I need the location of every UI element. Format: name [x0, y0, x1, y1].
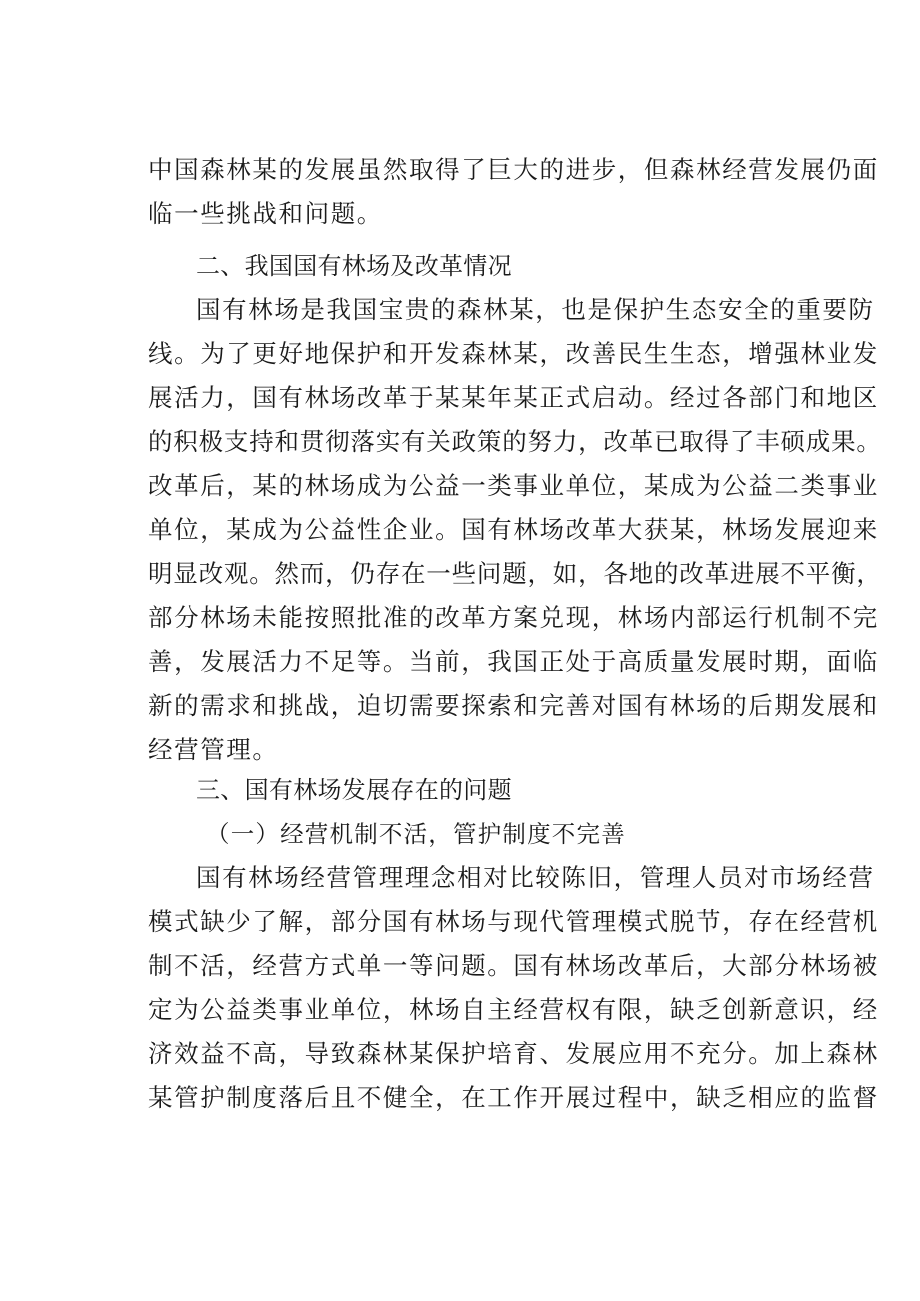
paragraph-line: 新的需求和挑战，迫切需要探索和完善对国有林场的后期发展和: [148, 691, 879, 720]
paragraph-line: 制不活，经营方式单一等问题。国有林场改革后，大部分林场被: [148, 951, 879, 980]
subsection-heading: （一）经营机制不活，管护制度不完善: [206, 820, 626, 848]
section-heading: 二、我国国有林场及改革情况: [196, 252, 512, 280]
paragraph-line: 国有林场是我国宝贵的森林某，也是保护生态安全的重要防: [196, 295, 875, 324]
paragraph-line: 改革后，某的林场成为公益一类事业单位，某成为公益二类事业: [148, 471, 879, 500]
paragraph-line: 国有林场经营管理理念相对比较陈旧，管理人员对市场经营: [196, 863, 875, 892]
paragraph-line: 线。为了更好地保护和开发森林某，改善民生生态，增强林业发: [148, 339, 879, 368]
paragraph-line: 经营管理。: [148, 735, 279, 764]
paragraph-line: 展活力，国有林场改革于某某年某正式启动。经过各部门和地区: [148, 383, 879, 412]
section-heading: 三、国有林场发展存在的问题: [196, 776, 512, 804]
paragraph-line: 模式缺少了解，部分国有林场与现代管理模式脱节，存在经营机: [148, 907, 879, 936]
paragraph-line: 中国森林某的发展虽然取得了巨大的进步，但森林经营发展仍面: [148, 155, 879, 184]
paragraph-line: 某管护制度落后且不健全，在工作开展过程中，缺乏相应的监督: [148, 1083, 879, 1112]
paragraph-line: 单位，某成为公益性企业。国有林场改革大获某，林场发展迎来: [148, 515, 879, 544]
paragraph-line: 的积极支持和贯彻落实有关政策的努力，改革已取得了丰硕成果。: [148, 427, 882, 456]
paragraph-line: 临一些挑战和问题。: [148, 199, 383, 228]
paragraph-line: 部分林场未能按照批准的改革方案兑现，林场内部运行机制不完: [148, 603, 879, 632]
paragraph-line: 济效益不高，导致森林某保护培育、发展应用不充分。加上森林: [148, 1039, 879, 1068]
paragraph-line: 明显改观。然而，仍存在一些问题，如，各地的改革进展不平衡，: [148, 559, 882, 588]
paragraph-line: 定为公益类事业单位，林场自主经营权有限，缺乏创新意识，经: [148, 995, 879, 1024]
paragraph-line: 善，发展活力不足等。当前，我国正处于高质量发展时期，面临: [148, 647, 879, 676]
